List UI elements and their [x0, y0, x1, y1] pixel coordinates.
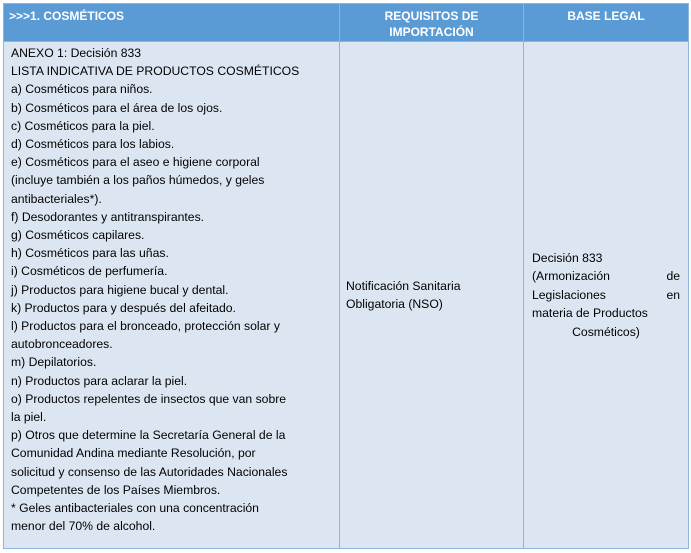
annex-line: p) Otros que determine la Secretaría General de la [11, 428, 286, 443]
requisitos-line2: Obligatoria (NSO) [346, 297, 443, 311]
base-legal-line3-left: Legislaciones [532, 287, 606, 302]
annex-line: d) Cosméticos para los labios. [11, 137, 175, 152]
header-cosmeticos: >>>1. COSMÉTICOS [4, 4, 340, 42]
annex-line: o) Productos repelentes de insectos que van sobre [11, 391, 287, 406]
base-legal-line1: Decisión 833 [532, 250, 603, 265]
annex-line: f) Desodorantes y antitranspirantes. [11, 209, 205, 224]
annex-line: n) Productos para aclarar la piel. [11, 373, 188, 388]
annex-line: Comunidad Andina mediante Resolución, por [11, 446, 256, 461]
base-legal-line3-right: en [666, 287, 680, 302]
annex-line: (incluye también a los paños húmedos, y geles [11, 173, 265, 188]
base-legal-line2-left: (Armonización [532, 269, 610, 284]
annex-line: ANEXO 1: Decisión 833 [11, 46, 142, 60]
annex-line: i) Cosméticos de perfumería. [11, 264, 168, 279]
annex-line: autobronceadores. [11, 337, 113, 352]
requisitos-cell [340, 42, 524, 549]
annex-line: h) Cosméticos para las uñas. [11, 246, 169, 261]
annex-line: solicitud y consenso de las Autoridades Nacionales [11, 464, 288, 479]
annex-line: LISTA INDICATIVA DE PRODUCTOS COSMÉTICOS [11, 64, 300, 79]
header-requisitos-line1: REQUISITOS DE [384, 9, 479, 23]
annex-line: b) Cosméticos para el área de los ojos. [11, 100, 223, 115]
annex-line: e) Cosméticos para el aseo e higiene corporal [11, 155, 260, 170]
table-row [4, 42, 689, 549]
annex-line: Competentes de los Países Miembros. [11, 482, 221, 497]
header-requisitos [340, 4, 524, 42]
table-header-row [4, 4, 689, 42]
annex-line: antibacteriales*). [11, 191, 102, 206]
requisitos-line1: Notificación Sanitaria [346, 278, 461, 293]
base-legal-line5: Cosméticos) [572, 324, 640, 339]
base-legal-line2-right: de [666, 269, 680, 284]
annex-line: la piel. [11, 410, 47, 425]
annex-line: c) Cosméticos para la piel. [11, 118, 155, 133]
annex-line: a) Cosméticos para niños. [11, 82, 153, 97]
base-legal-line2 [532, 267, 680, 286]
annex-line: j) Productos para higiene bucal y dental. [11, 282, 229, 297]
annex-line: m) Depilatorios. [11, 355, 97, 370]
base-legal-line3 [532, 286, 680, 305]
base-legal-cell [524, 42, 689, 549]
annex-line: g) Cosméticos capilares. [11, 228, 145, 243]
header-base-legal: BASE LEGAL [524, 4, 689, 42]
base-legal-line4: materia de Productos [532, 306, 648, 321]
annex-line: k) Productos para y después del afeitado. [11, 300, 236, 315]
annex-line: menor del 70% de alcohol. [11, 519, 156, 534]
annex-line: * Geles antibacteriales con una concentración [11, 501, 259, 516]
cosmetics-requirements-table [3, 3, 689, 549]
header-requisitos-line2: IMPORTACIÓN [389, 25, 474, 39]
annex-product-list [4, 42, 340, 549]
annex-line: l) Productos para el bronceado, protección solar y [11, 319, 280, 334]
